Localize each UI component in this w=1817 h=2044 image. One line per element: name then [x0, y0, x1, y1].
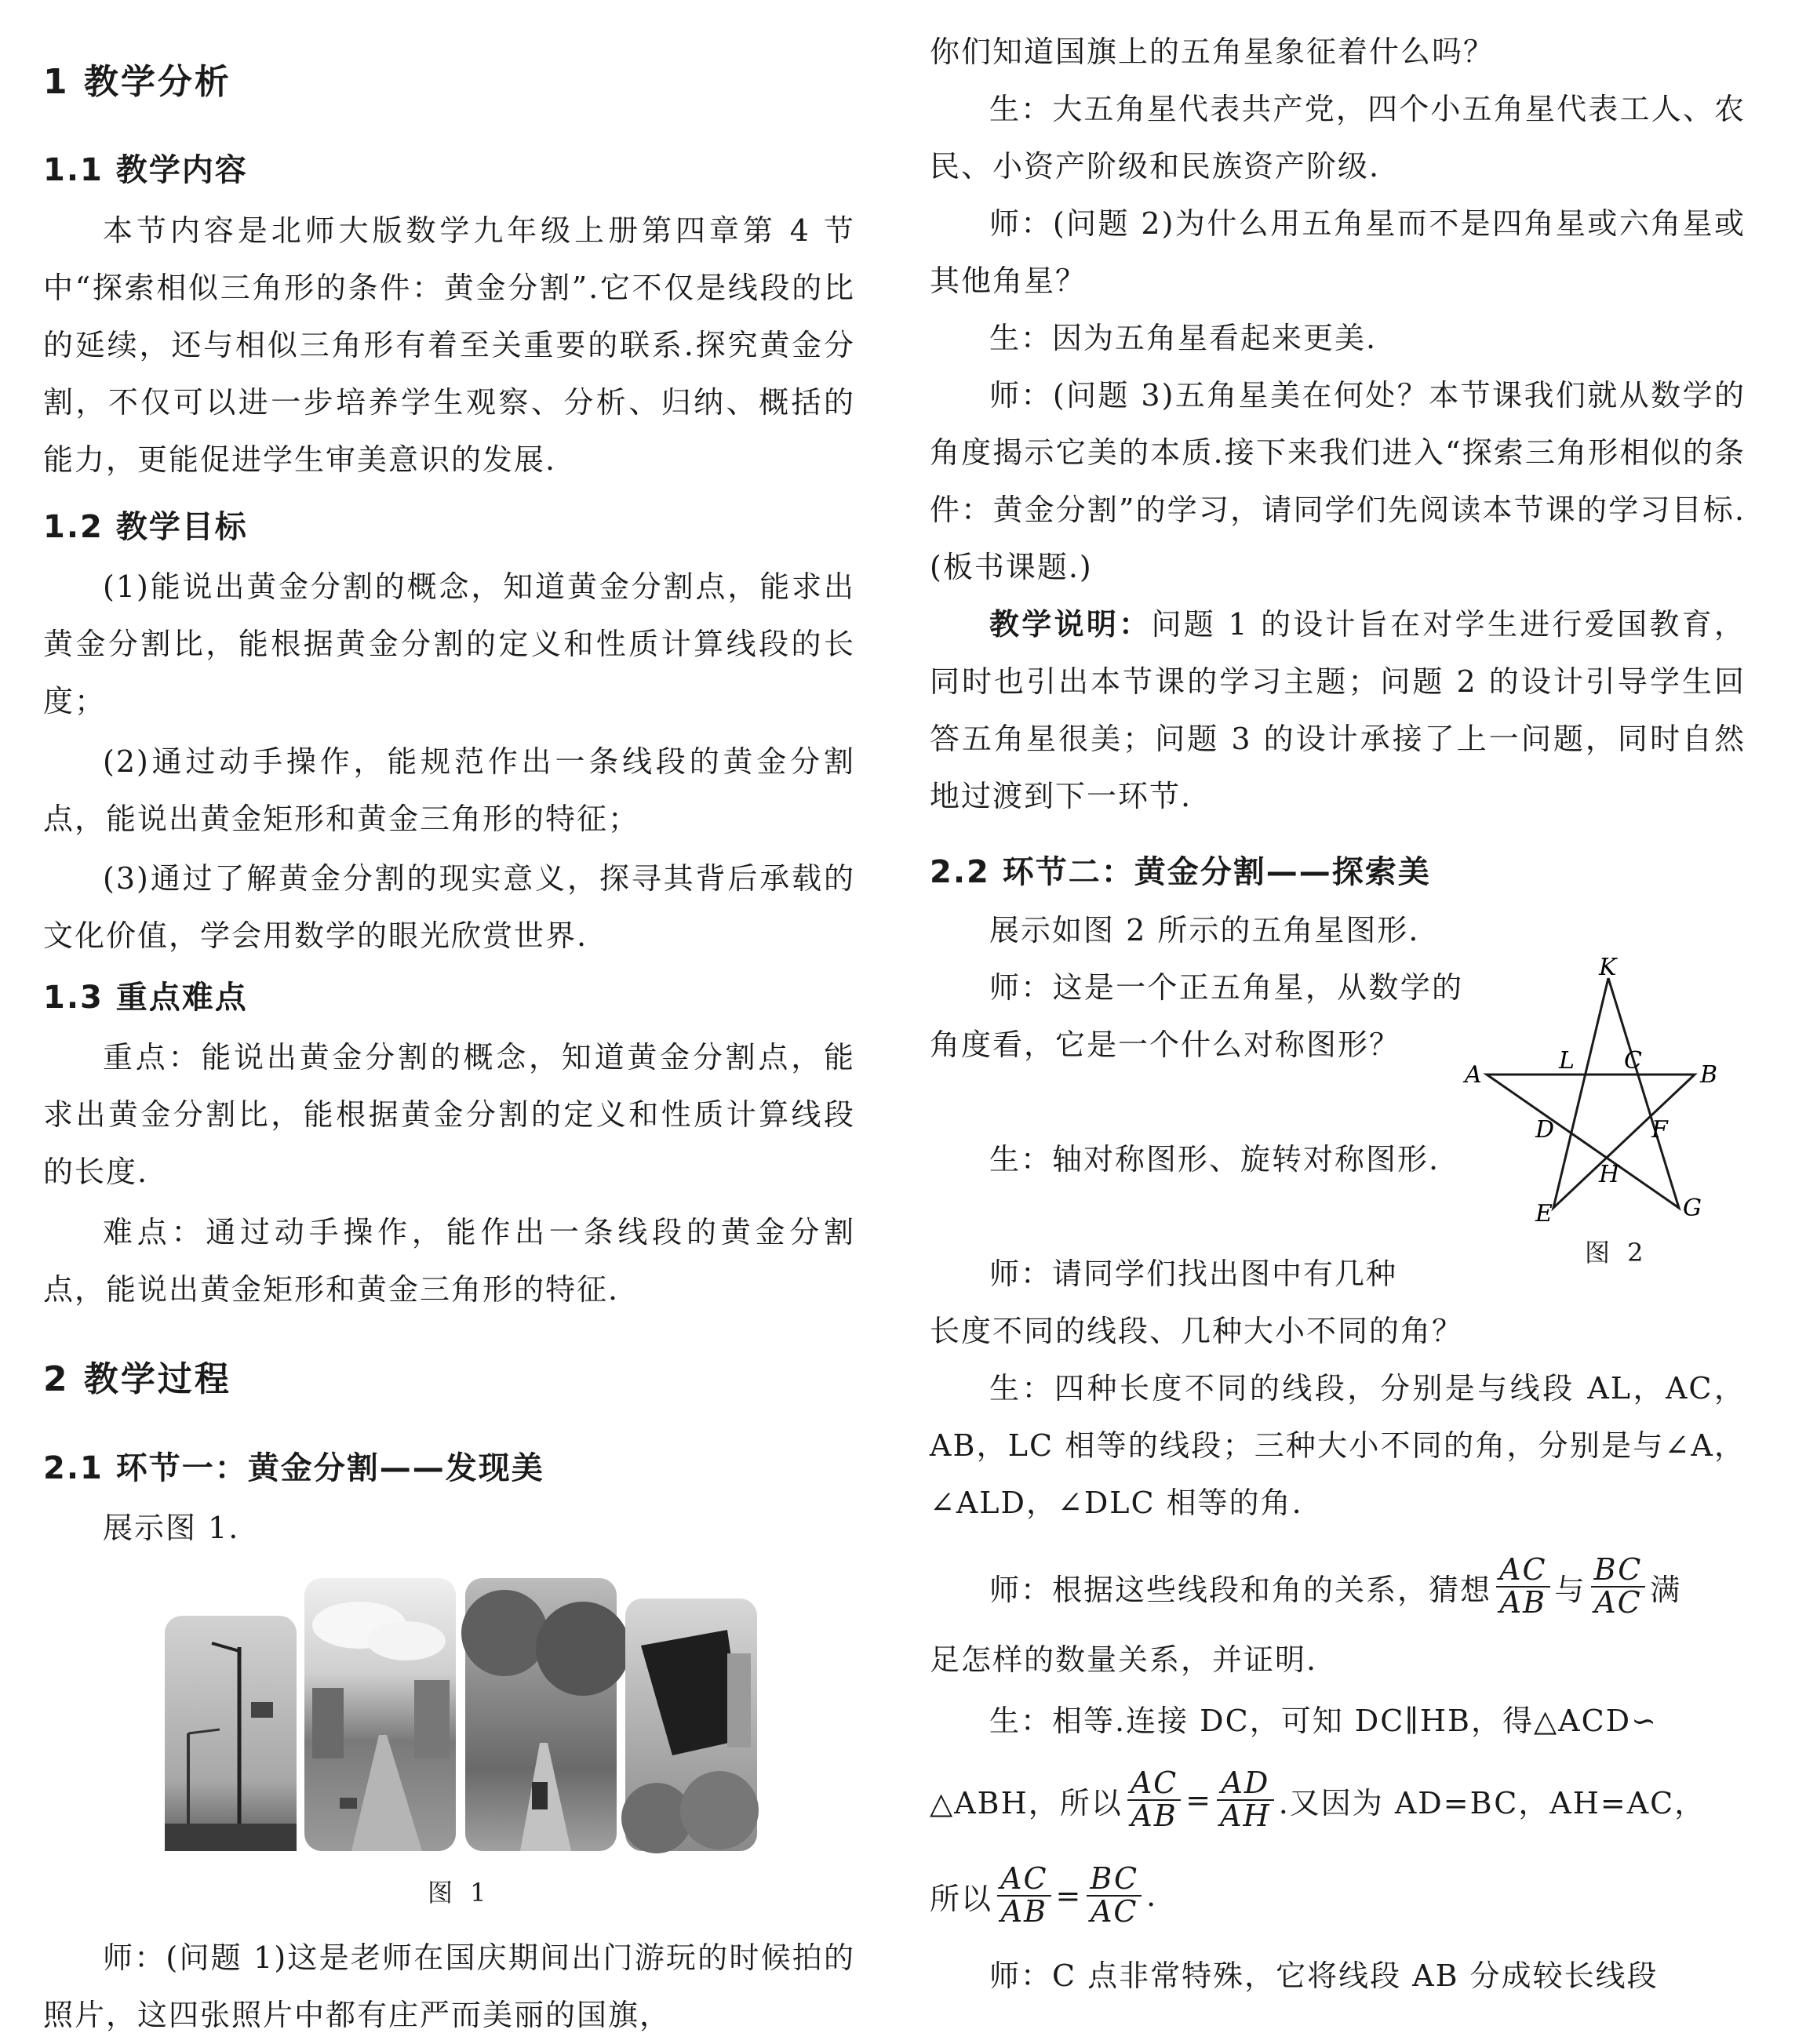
eq3-suffix: . — [1146, 1879, 1158, 1913]
label-b: B — [1700, 1061, 1718, 1089]
paragraph-student-proof: 生：相等.连接 DC，可知 DC∥HB，得△ACD∽ — [989, 1704, 1658, 1738]
fraction-denominator: AC — [1594, 1585, 1642, 1620]
paragraph-show-figure-2: 展示如图 2 所示的五角星图形. — [989, 913, 1420, 947]
fraction-denominator: AB — [1499, 1585, 1546, 1620]
eq3-prefix: 所以 — [930, 1881, 993, 1916]
fraction-denominator: AB — [1000, 1894, 1047, 1929]
fraction-numerator: AC — [1496, 1555, 1550, 1588]
label-k: K — [1599, 954, 1617, 981]
paragraph-teacher-find-a: 师：请同学们找出图中有几种 — [989, 1257, 1398, 1291]
fraction-numerator: AD — [1217, 1768, 1274, 1801]
photo-city-road-image — [304, 1578, 456, 1851]
subsection-heading-key-points: 1.3 重点难点 — [43, 980, 248, 1016]
paragraph-teacher-find-b: 长度不同的线段、几种大小不同的角？ — [930, 1314, 1464, 1348]
label-g: G — [1683, 1195, 1702, 1222]
fraction-denominator: AH — [1220, 1799, 1271, 1833]
paragraph-key-point: 重点：能说出黄金分割的概念，知道黄金分割点，能求出黄金分割比，能根据黄金分割的定义和性质计算线段的长度. — [43, 1040, 855, 1189]
equation-line-3 — [930, 1853, 1157, 1939]
section-heading-analysis: 1 教学分析 — [43, 62, 231, 102]
teaching-note-label: 教学说明： — [989, 607, 1152, 642]
fraction-denominator: AC — [1090, 1894, 1138, 1929]
paragraph-equation-continued: 足怎样的数量关系，并证明. — [930, 1642, 1318, 1677]
subsection-heading-goals: 1.2 教学目标 — [43, 509, 248, 545]
paragraph-last: 师：C 点非常特殊，它将线段 AB 分成较长线段 — [989, 1959, 1659, 1993]
paragraph-student-segments: 生：四种长度不同的线段，分别是与线段 AL，AC，AB，LC 相等的线段；三种大小不同的角，分别是与∠A，∠ALD，∠DLC 相等的角. — [930, 1371, 1746, 1520]
fraction-ad-ah — [1217, 1768, 1274, 1832]
equation-line-1 — [930, 1544, 1681, 1630]
eq3-equals: = — [1055, 1879, 1083, 1913]
eq2-equals: = — [1185, 1783, 1213, 1817]
subsection-heading-step-1: 2.1 环节一：黄金分割——发现美 — [43, 1450, 544, 1486]
figure-2-caption: 图 2 — [1585, 1238, 1648, 1267]
label-d: D — [1535, 1116, 1555, 1144]
fraction-denominator: AB — [1131, 1799, 1178, 1833]
eq2-suffix: .又因为 AD=BC，AH=AC， — [1278, 1785, 1706, 1820]
paragraph-continued: 你们知道国旗上的五角星象征着什么吗？ — [930, 35, 1495, 69]
pentagram-outline — [1487, 978, 1695, 1208]
paragraph-student-answer-1: 生：大五角星代表共产党，四个小五角星代表工人、农民、小资产阶级和民族资产阶级. — [930, 92, 1746, 184]
photo-street-lamps — [165, 1616, 297, 1851]
photo-street-lamps-image — [165, 1616, 297, 1851]
paragraph-difficult-point: 难点：通过动手操作，能作出一条线段的黄金分割点，能说出黄金矩形和黄金三角形的特征. — [43, 1215, 855, 1307]
eq1-suffix: 满 — [1650, 1572, 1682, 1607]
paragraph-student-answer-2: 生：因为五角星看起来更美. — [989, 321, 1378, 355]
label-c: C — [1624, 1047, 1642, 1075]
paragraph-question-3: 师：(问题 3)五角星美在何处？本节课我们就从数学的角度揭示它美的本质.接下来我们进入“探索三角形相似的条件：黄金分割”的学习，请同学们先阅读本节课的学习目标.(板书课题.) — [930, 378, 1746, 584]
paragraph-goal-2: (2)通过动手操作，能规范作出一条线段的黄金分割点，能说出黄金矩形和黄金三角形的特征； — [43, 744, 855, 836]
paragraph-show-figure-1: 展示图 1. — [103, 1511, 240, 1545]
paragraph-teacher-symmetry: 师：这是一个正五角星，从数学的角度看，它是一个什么对称图形？ — [930, 970, 1463, 1062]
fraction-bc-ac-3 — [1087, 1861, 1142, 1929]
paragraph-goal-1: (1)能说出黄金分割的概念，知道黄金分割点，能求出黄金分割比，能根据黄金分割的定义和性质计算线段的长度； — [43, 569, 855, 718]
label-a: A — [1465, 1061, 1482, 1089]
fraction-numerator: BC — [1087, 1864, 1142, 1897]
paragraph-question-1: 师：(问题 1)这是老师在国庆期间出门游玩的时候拍的照片，这四张照片中都有庄严而美丽的国旗， — [43, 1940, 855, 2032]
label-e: E — [1535, 1200, 1553, 1227]
fraction-bc-ac-1 — [1591, 1552, 1646, 1620]
eq2-prefix: △ABH，所以 — [930, 1785, 1123, 1820]
eq1-prefix: 师：根据这些线段和角的关系，猜想 — [989, 1572, 1492, 1607]
subsection-heading-step-2: 2.2 环节二：黄金分割——探索美 — [930, 854, 1431, 890]
fraction-numerator: BC — [1591, 1555, 1646, 1588]
photo-tree-lined-road — [465, 1578, 617, 1851]
paragraph-student-symmetry: 生：轴对称图形、旋转对称图形. — [989, 1142, 1440, 1177]
fraction-ac-ab-1 — [1496, 1552, 1550, 1620]
subsection-heading-content: 1.1 教学内容 — [43, 152, 248, 188]
eq1-middle: 与 — [1554, 1572, 1586, 1607]
figure-2-pentagram — [1465, 954, 1746, 1227]
photo-flag-and-trees — [625, 1598, 757, 1851]
photo-tree-lined-road-image — [465, 1578, 617, 1851]
figure-1 — [43, 1569, 855, 1906]
fraction-numerator: AC — [997, 1864, 1051, 1897]
section-heading-process: 2 教学过程 — [43, 1359, 231, 1399]
paragraph-teaching-note — [930, 596, 1746, 825]
equation-line-2 — [930, 1757, 1706, 1843]
label-l: L — [1559, 1047, 1575, 1075]
paragraph-content: 本节内容是北师大版数学九年级上册第四章第 4 节中“探索相似三角形的条件：黄金分割”.它不仅是线段的比的延续，还与相似三角形有着至关重要的联系.探究黄金分割，不仅可以进一步培养学生观察、分析、归纳、概括的能力，更能促进学生审美意识的发展. — [43, 213, 855, 477]
paragraph-goal-3: (3)通过了解黄金分割的现实意义，探寻其背后承载的文化价值，学会用数学的眼光欣赏世界. — [43, 861, 855, 953]
fraction-ac-ab-2 — [1127, 1768, 1182, 1832]
fraction-numerator: AC — [1127, 1768, 1182, 1801]
label-h: H — [1599, 1161, 1620, 1188]
photo-flag-and-trees-image — [625, 1598, 757, 1851]
paragraph-question-2: 师：(问题 2)为什么用五角星而不是四角星或六角星或其他角星？ — [930, 206, 1746, 298]
figure-1-caption: 图 1 — [428, 1878, 491, 1908]
photo-city-road — [304, 1578, 456, 1851]
label-f: F — [1651, 1116, 1668, 1144]
fraction-ac-ab-3 — [997, 1861, 1051, 1929]
teaching-note-text: 问题 1 的设计旨在对学生进行爱国教育，同时也引出本节课的学习主题；问题 2 的设计引导学生回答五角星很美；问题 3 的设计承接了上一问题，同时自然地过渡到下一环节. — [930, 607, 1746, 813]
